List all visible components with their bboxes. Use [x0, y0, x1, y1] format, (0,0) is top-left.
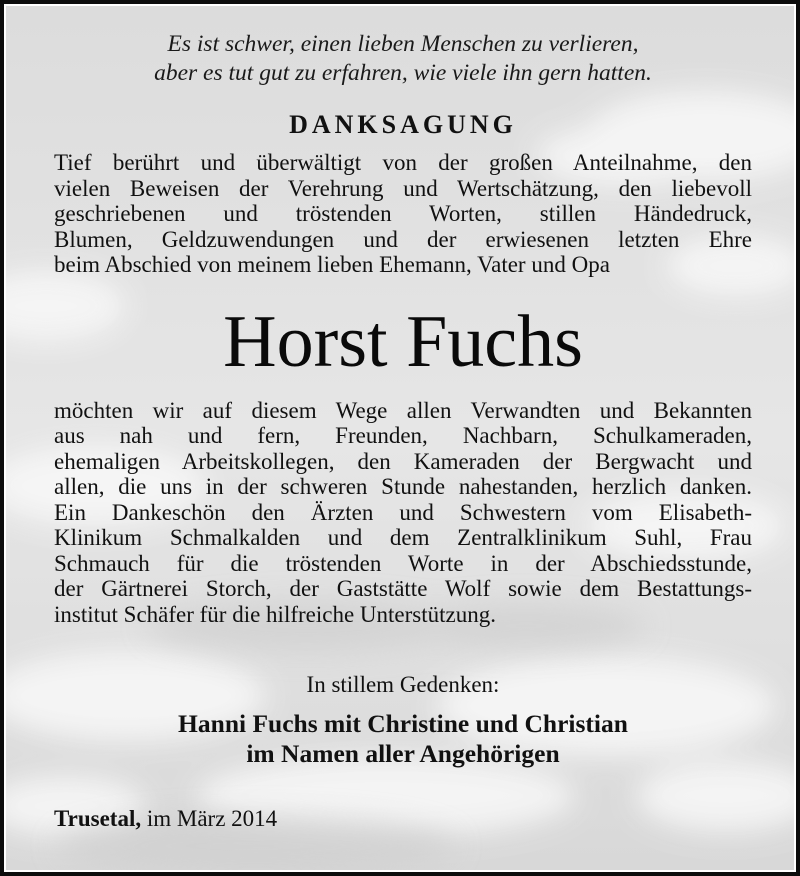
- intro-line: vielen Beweisen der Verehrung und Wertschätzung, den liebevoll: [54, 175, 752, 201]
- notice-panel: [4, 4, 796, 872]
- intro-line: geschriebenen und tröstenden Worten, stillen Händedruck,: [54, 201, 752, 226]
- intro-line: beim Abschied von meinem lieben Ehemann, Vater und Opa: [54, 252, 610, 277]
- signature: [54, 709, 752, 769]
- notice-content: [54, 30, 752, 833]
- thanks-line: institut Schäfer für die hilfreiche Unterstützung.: [54, 601, 496, 627]
- heading: DANKSAGUNG: [289, 110, 517, 139]
- thanks-line: möchten wir auf diesem Wege allen Verwandten und Bekannten: [54, 397, 752, 423]
- thanks-paragraph: [54, 398, 752, 628]
- place-date: [54, 805, 752, 833]
- motto-line-1: Es ist schwer, einen lieben Menschen zu verlieren,: [167, 31, 639, 57]
- intro-paragraph: [54, 150, 752, 278]
- thanks-line: Schmauch für die tröstenden Worte in der Abschiedsstunde,: [54, 550, 752, 576]
- thanks-line: Klinikum Schmalkalden und dem Zentralklinikum Suhl, Frau: [54, 525, 752, 550]
- thanks-line: allen, die uns in der schweren Stunde nahestanden, herzlich danken.: [54, 474, 752, 499]
- signature-line-1: Hanni Fuchs mit Christine und Christian: [178, 709, 628, 738]
- signature-line-2: im Namen aller Angehörigen: [246, 739, 560, 768]
- place: Trusetal,: [54, 806, 142, 831]
- in-memory-label: In stillem Gedenken:: [306, 672, 500, 697]
- thanks-line: aus nah und fern, Freunden, Nachbarn, Schulkameraden,: [54, 423, 752, 448]
- thanks-line: Ein Dankeschön den Ärzten und Schwestern vom Elisabeth-: [54, 499, 752, 525]
- motto: [54, 30, 752, 88]
- thanks-line: der Gärtnerei Storch, der Gaststätte Wolf sowie dem Bestattungs-: [54, 576, 752, 601]
- motto-line-2: aber es tut gut zu erfahren, wie viele ihn gern hatten.: [154, 60, 652, 86]
- date: im März 2014: [146, 806, 278, 831]
- deceased-name: Horst Fuchs: [223, 300, 583, 383]
- thanks-line: ehemaligen Arbeitskollegen, den Kameraden der Bergwacht und: [54, 448, 752, 474]
- intro-line: Blumen, Geldzuwendungen und der erwiesenen letzten Ehre: [54, 226, 752, 252]
- intro-line: Tief berührt und überwältigt von der großen Anteilnahme, den: [54, 150, 752, 175]
